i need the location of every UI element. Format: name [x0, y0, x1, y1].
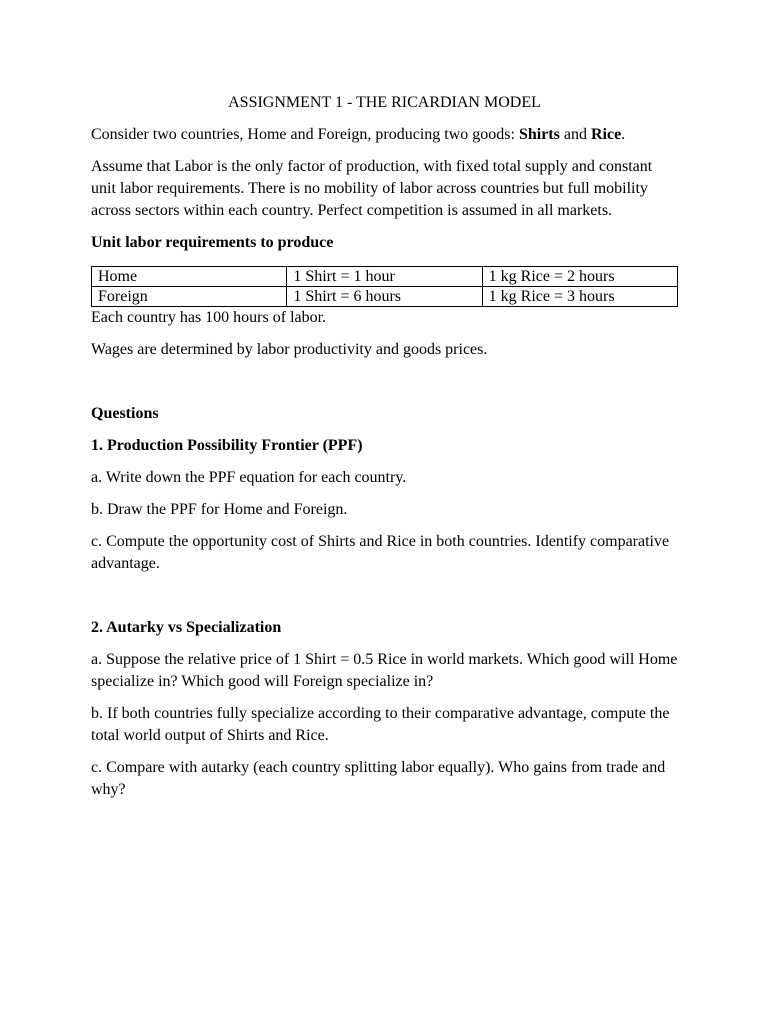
intro-prefix: Consider two countries, Home and Foreign, producing two goods:	[91, 126, 519, 143]
table-row	[92, 287, 678, 307]
good-rice: Rice	[590, 126, 622, 143]
table-cell: 1 Shirt = 1 hour	[287, 267, 482, 287]
q1-b: b. Draw the PPF for Home and Foreign.	[91, 501, 348, 518]
assignment-title: ASSIGNMENT 1 - THE RICARDIAN MODEL	[228, 94, 541, 111]
table-heading-text: Unit labor requirements to produce	[91, 234, 334, 251]
questions-heading	[91, 403, 678, 425]
intro-paragraph	[91, 124, 678, 146]
q2-a: a. Suppose the relative price of 1 Shirt = 0.5 Rice in world markets. Which good will Home specialize in? Which good will Foreign specialize in?	[91, 651, 678, 690]
q2-b: b. If both countries fully specialize according to their comparative advantage, compute the total world output of Shirts and Rice.	[91, 705, 670, 744]
q1-c: c. Compute the opportunity cost of Shirts and Rice in both countries. Identify comparative advantage.	[91, 533, 670, 572]
unit-labor-table	[91, 266, 678, 307]
intro-suffix: .	[621, 126, 626, 143]
table-cell: 1 Shirt = 6 hours	[287, 287, 482, 307]
table-cell: Home	[92, 267, 287, 287]
wages-note: Wages are determined by labor productivity and goods prices.	[91, 341, 488, 358]
table-cell: 1 kg Rice = 3 hours	[482, 287, 677, 307]
good-shirts: Shirts	[518, 126, 560, 143]
questions-heading-text: Questions	[91, 405, 159, 422]
assumptions-paragraph: Assume that Labor is the only factor of production, with fixed total supply and constant unit labor requirements. There is no mobility of labor across countries but full mobility across sectors within each country. Perfect competition is assumed in all markets.	[91, 158, 653, 219]
q1-heading-text: 1. Production Possibility Frontier (PPF)	[91, 437, 363, 454]
table-cell: Foreign	[92, 287, 287, 307]
q2-c: c. Compare with autarky (each country splitting labor equally). Who gains from trade and why?	[91, 759, 666, 798]
q2-heading-text: 2. Autarky vs Specialization	[91, 619, 282, 636]
intro-and: and	[559, 126, 591, 143]
q1-heading	[91, 435, 678, 457]
q2-heading	[91, 617, 678, 639]
table-row	[92, 267, 678, 287]
document-body	[91, 92, 678, 801]
q1-a: a. Write down the PPF equation for each country.	[91, 469, 407, 486]
labor-note: Each country has 100 hours of labor.	[91, 309, 327, 326]
table-heading	[91, 232, 678, 254]
table-cell: 1 kg Rice = 2 hours	[482, 267, 677, 287]
